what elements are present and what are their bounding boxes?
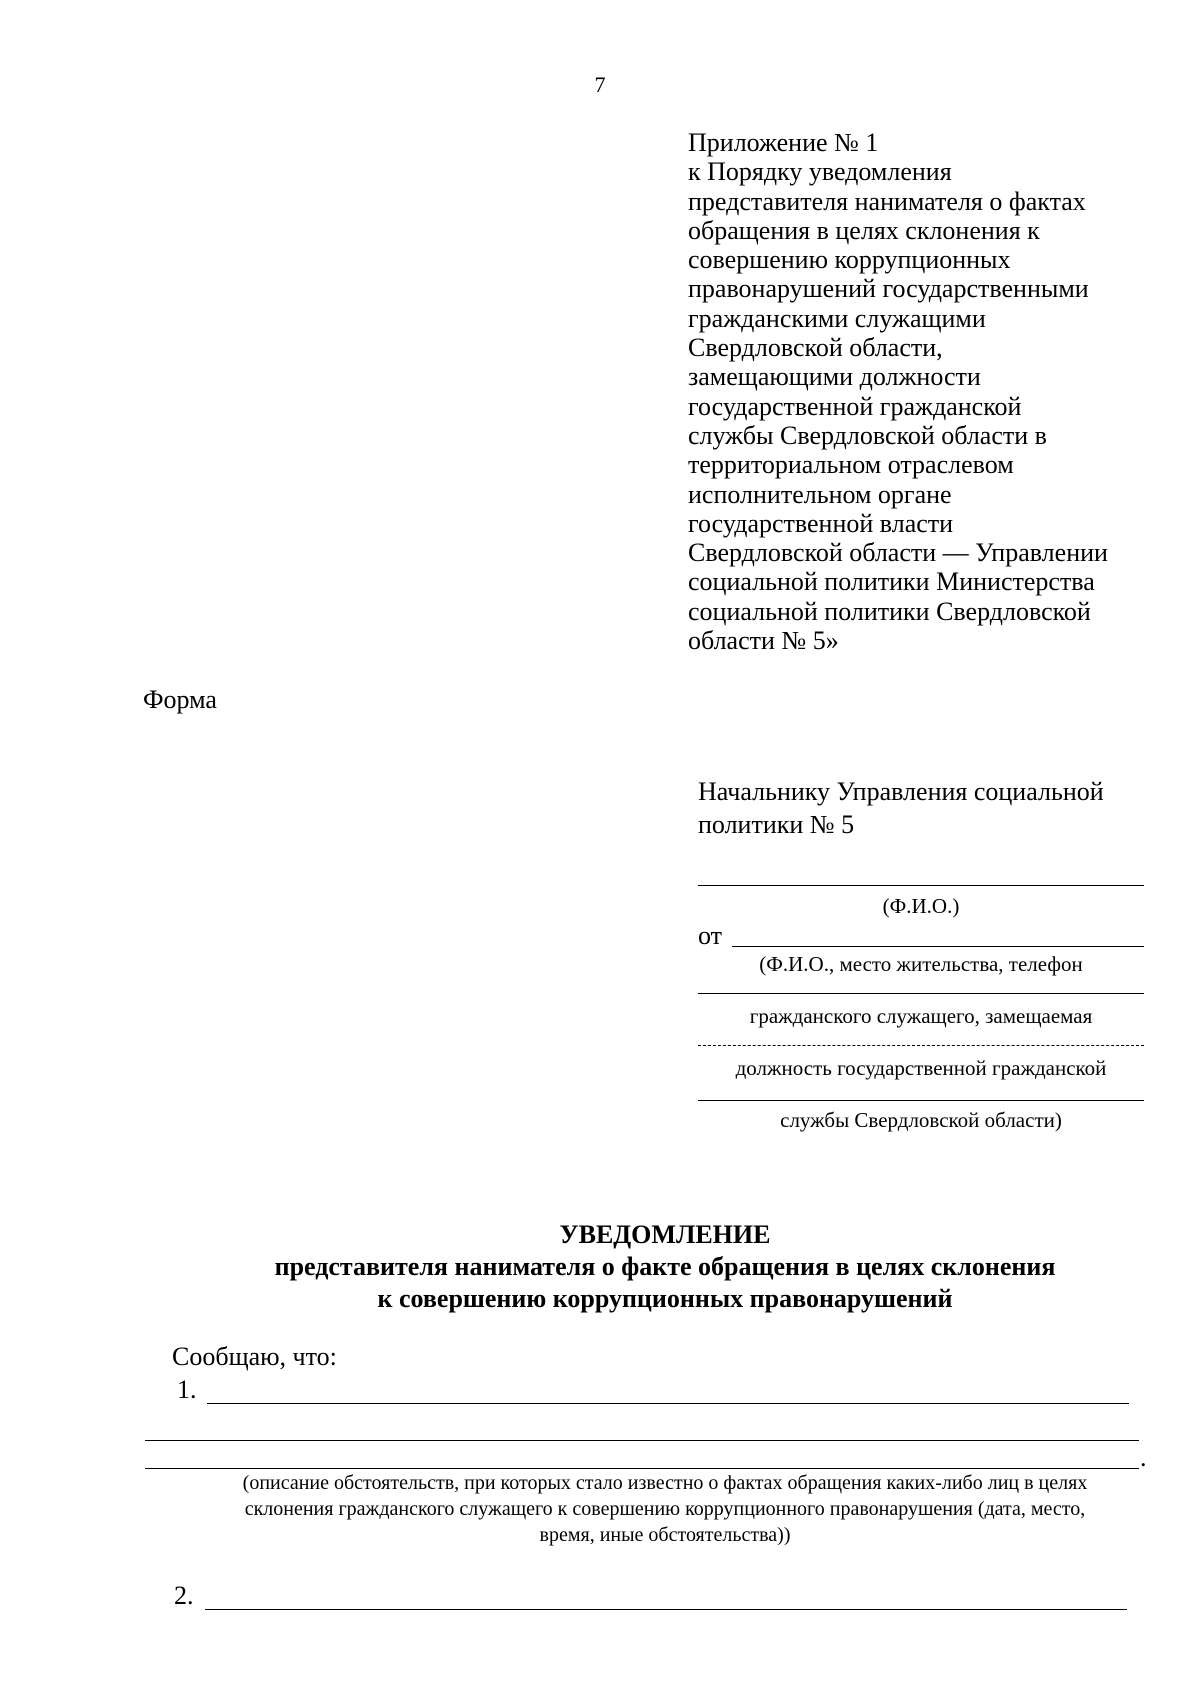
addressee-line: Начальнику Управления социальной	[698, 777, 1104, 806]
item-1-description	[165, 1470, 1165, 1548]
form-label: Форма	[143, 685, 217, 714]
sender-field-1[interactable]	[732, 946, 1144, 947]
report-text: Сообщаю, что:	[172, 1342, 337, 1371]
title-line: представителя нанимателя о факте обращения в целях склонения	[274, 1252, 1056, 1281]
sender-field-4[interactable]	[698, 1100, 1144, 1101]
item-1-field-line-1[interactable]	[207, 1403, 1129, 1404]
appendix-line: к Порядку уведомления	[688, 157, 952, 187]
appendix-line: службы Свердловской области в	[688, 420, 1047, 450]
appendix-line: государственной гражданской	[688, 391, 1022, 421]
page-number: 7	[594, 72, 606, 97]
fio-caption: (Ф.И.О.)	[882, 894, 960, 918]
appendix-line: обращения в целях склонения к	[688, 215, 1040, 245]
item-2-field-line-1[interactable]	[205, 1609, 1127, 1610]
document-title	[0, 1219, 1200, 1315]
appendix-line: государственной власти	[688, 508, 954, 538]
from-label: от	[698, 921, 723, 950]
title-line: к совершению коррупционных правонарушений	[377, 1284, 953, 1313]
title-heading: УВЕДОМЛЕНИЕ	[559, 1220, 771, 1249]
sender-caption-2: гражданского служащего, замещаемая	[749, 1004, 1093, 1028]
sender-caption-4: службы Свердловской области)	[780, 1108, 1062, 1132]
sender-field-3[interactable]	[698, 1045, 1144, 1046]
appendix-line: исполнительном органе	[688, 479, 952, 509]
addressee	[698, 775, 1104, 841]
appendix-line: совершению коррупционных	[688, 245, 1011, 275]
appendix-heading	[688, 128, 1158, 655]
description-line: склонения гражданского служащего к совершению коррупционного правонарушения (дата, место,	[244, 1498, 1086, 1520]
appendix-line: гражданскими служащими	[688, 303, 986, 333]
appendix-line: области № 5»	[688, 626, 839, 656]
appendix-line: представителя нанимателя о фактах	[688, 186, 1086, 216]
appendix-line: социальной политики Министерства	[688, 567, 1095, 597]
description-line: время, иные обстоятельства))	[539, 1524, 791, 1546]
addressee-line: политики № 5	[698, 810, 855, 839]
appendix-line: социальной политики Свердловской	[688, 596, 1091, 626]
appendix-line: Свердловской области,	[688, 333, 943, 363]
sender-caption-1: (Ф.И.О., место жительства, телефон	[759, 952, 1083, 976]
description-line: (описание обстоятельств, при которых стало известно о фактах обращения каких-либо лиц в целях	[242, 1472, 1088, 1494]
appendix-line: замещающими должности	[688, 362, 981, 392]
appendix-line: территориальном отраслевом	[688, 450, 1014, 480]
item-1-field-line-3[interactable]	[145, 1468, 1139, 1469]
sender-caption-3: должность государственной гражданской	[735, 1056, 1107, 1080]
appendix-line: Свердловской области — Управлении	[688, 538, 1108, 568]
item-1-field-line-2[interactable]	[145, 1440, 1139, 1441]
fio-recipient-field[interactable]	[698, 885, 1144, 886]
item-1-end: .	[1140, 1443, 1147, 1472]
appendix-line: правонарушений государственными	[688, 274, 1089, 304]
appendix-line: Приложение № 1	[688, 128, 879, 157]
item-1-number: 1.	[177, 1375, 197, 1404]
sender-field-2[interactable]	[698, 993, 1144, 994]
item-2-number: 2.	[174, 1581, 194, 1610]
